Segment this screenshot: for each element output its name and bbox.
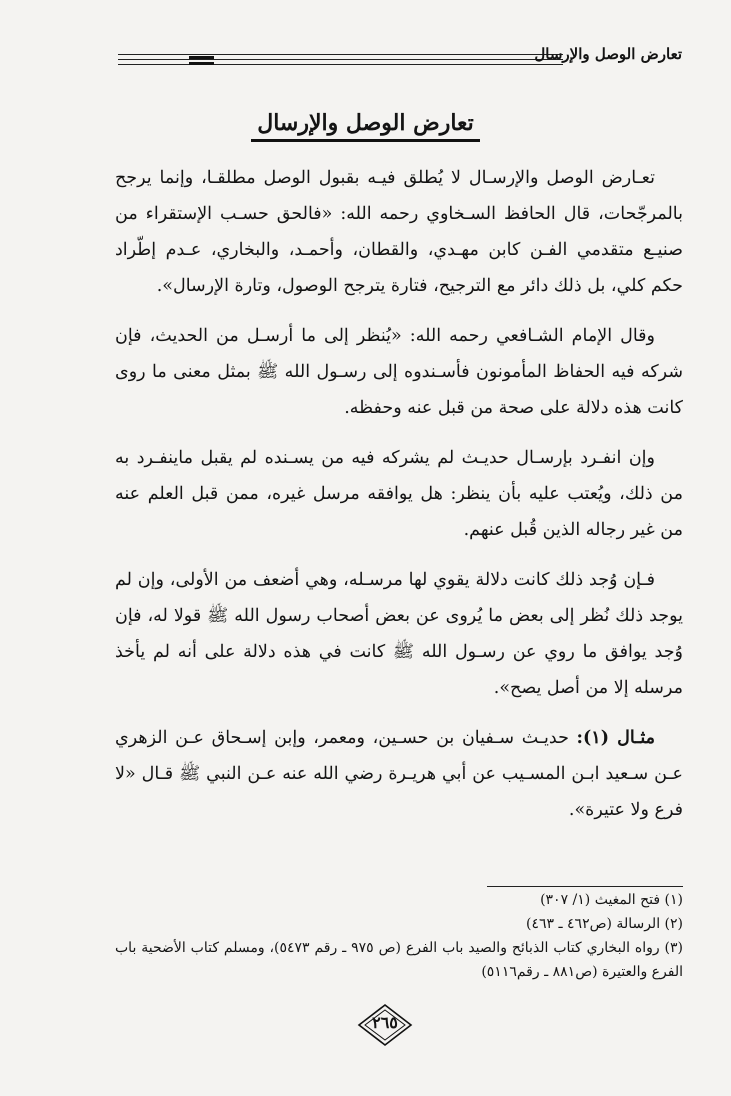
header-rule (118, 64, 563, 65)
example-lead: مثـال (١): (576, 728, 655, 748)
example-paragraph (115, 720, 683, 828)
header-rule (118, 54, 563, 55)
paragraph: فـإن وُجد ذلك كانت دلالة يقوي لها مرسـله، وهي أضعف من الأولى، وإن لم يوجد ذلك نُظر إلى بعض ما يُروى عن بعض أصحاب رسول الله ﷺ قولا له، فإن وُجد يوافق ما روي عن رسـول الله ﷺ كانت في هذه دلالة على أنه لم يأخذ مرسله إلا من أصل يصح». (115, 570, 683, 698)
footnote: (١) فتح المغيث (١/ ٣٠٧) (540, 892, 683, 908)
page-title (0, 110, 731, 142)
footnotes (115, 888, 683, 984)
footnote-separator (487, 886, 683, 887)
page-number: ٢٦٥ (372, 1013, 398, 1032)
header-rule (118, 59, 563, 60)
page-title-text: تعارض الوصل والإرسال (251, 110, 480, 142)
footnote: (٢) الرسالة (ص٤٦٢ ـ ٤٦٣) (525, 916, 683, 932)
header-ornament (189, 56, 214, 59)
running-header (118, 44, 682, 72)
paragraph: تعـارض الوصل والإرسـال لا يُطلق فيـه بقبول الوصل مطلقـا، وإنما يرجح بالمرجّحات، قال الحافظ السـخاوي رحمه الله: «فالحق حسـب الإستقراء من صنيـع متقدمي الفـن كابن مهـدي، والقطان، وأحمـد، والبخاري، عـدم إطّراد حكم كلي، بل ذلك دائر مع الترجيح، فتارة يترجح الوصول، وتارة الإرسال». (115, 168, 683, 296)
example-text: حديـث سـفيان بن حسـين، ومعمر، وإبن إسـحاق عـن الزهري عـن سـعيد ابـن المسـيب عن أبي هريـرة رضي الله عنه عـن النبي ﷺ قـال «لا فرع ولا عتيرة». (115, 728, 683, 820)
paragraph: وقال الإمام الشـافعي رحمه الله: «يُنظر إلى ما أرسـل من الحديث، فإن شركه فيه الحفاظ المأمونون فأسـندوه إلى رسـول الله ﷺ بمثل معنى ما روى كانت هذه دلالة على صحة من قبل عنه وحفظه. (115, 326, 683, 418)
header-ornament (189, 62, 214, 65)
paragraph: وإن انفـرد بإرسـال حديـث لم يشركه فيه من يسـنده لم يقبل ماينفـرد به من ذلك، ويُعتب عليه بأن ينظر: هل يوافقه مرسل غيره، ممن قبل العلم عنه من غير رجاله الذين قُبل عنهم. (115, 448, 683, 540)
running-header-title: تعارض الوصل والإرسال (534, 45, 682, 63)
footnote: (٣) رواه البخاري كتاب الذبائح والصيد باب الفرع (ص ٩٧٥ ـ رقم ٥٤٧٣)، ومسلم كتاب الأضحية باب الفرع والعتيرة (ص٨٨١ ـ رقم٥١١٦) (115, 940, 683, 980)
page-number-badge (357, 1003, 413, 1047)
body-text (115, 160, 683, 842)
